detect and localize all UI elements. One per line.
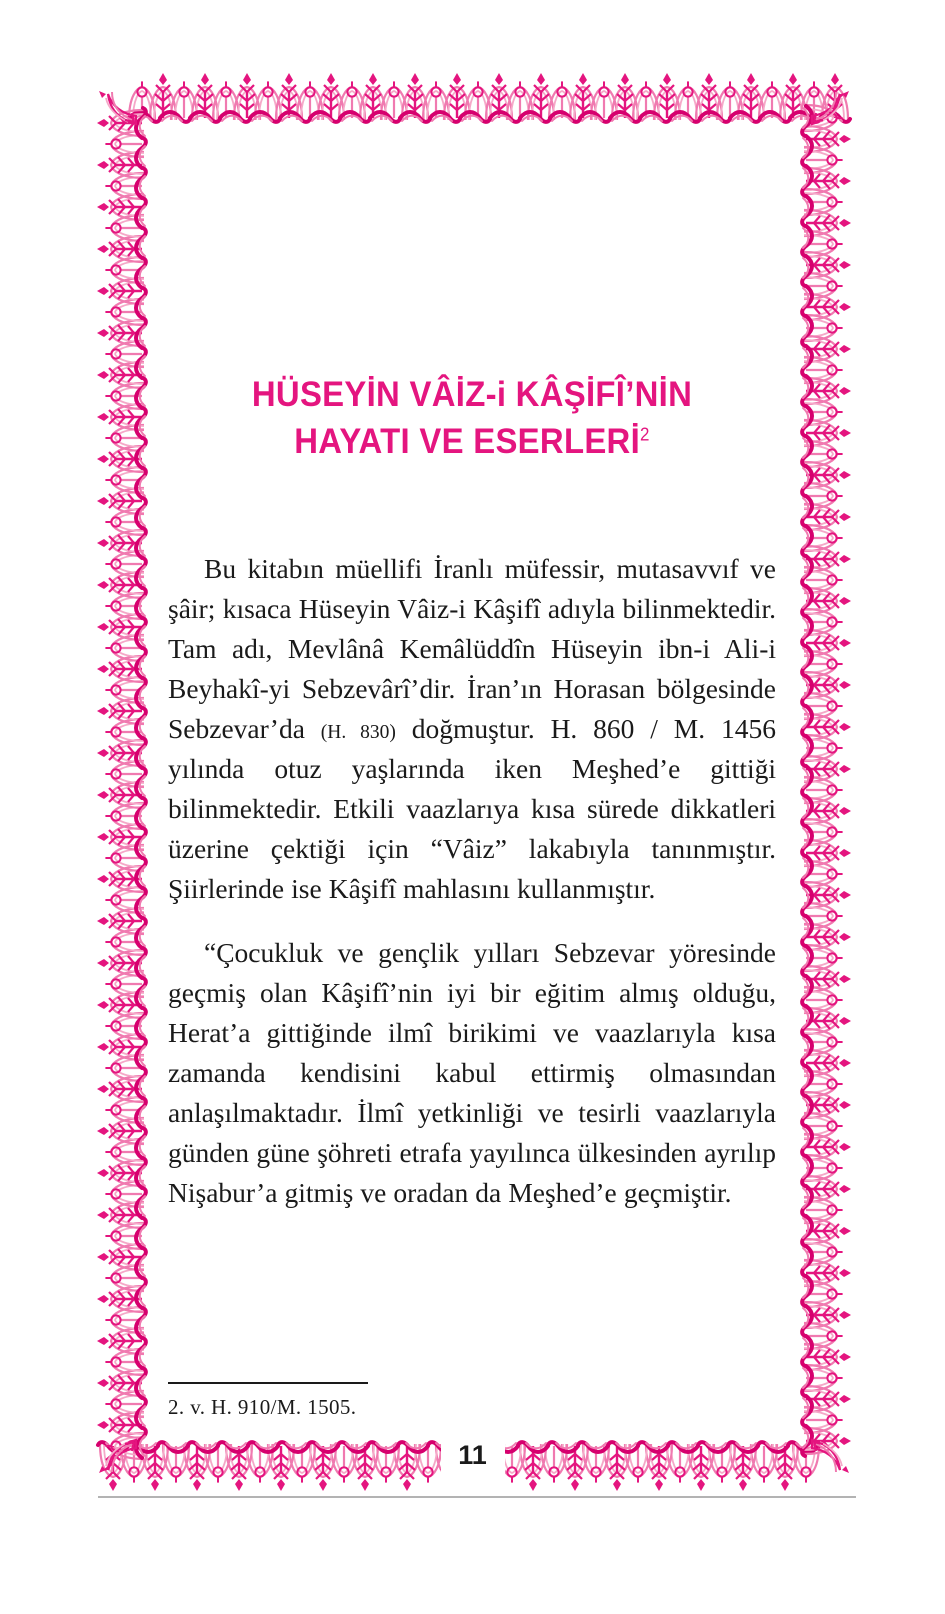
paragraph-1-small-date: (H. 830): [320, 722, 396, 744]
footnote-text: 2. v. H. 910/M. 1505.: [168, 1395, 357, 1419]
paragraph-1-part-1: Bu kitabın müellifi İranlı müfessir, mutasavvıf ve şâir; kısaca Hüseyin Vâiz-i Kâşifî adıyla bilinmektedir. Tam adı, Mevlânâ Kemâlüddîn Hüseyin ibn-i Ali-i Beyhakî-yi Sebzevârî’dir. İran’ın Horasan bölgesinde Sebzevar’da: [168, 553, 776, 745]
page-title: [186, 372, 758, 465]
page-title-line-1: HÜSEYİN VÂİZ-i KÂŞİFÎ’NİN: [251, 375, 693, 414]
title-footnote-marker: 2: [640, 423, 650, 444]
footnote-separator-rule: [168, 1382, 368, 1384]
footnote-block: [168, 1382, 776, 1421]
paragraph-1: [168, 549, 776, 909]
paragraph-1-part-2: doğmuştur. H. 860 / M. 1456 yılında otuz yaşlarında iken Meşhed’e gittiği bilinmektedir. Etkili vaazlarıya kısa sürede dikkatleri üzerine çektiği için “Vâiz” lakabıyla tanınmıştır. Şiirlerinde ise Kâşifî mahlasını kullanmıştır.: [168, 713, 776, 905]
page-title-line-2: [186, 419, 758, 466]
content-column: [168, 372, 776, 1213]
page-bottom-rule: [98, 1496, 856, 1498]
paragraph-2: “Çocukluk ve gençlik yılları Sebzevar yöresinde geçmiş olan Kâşifî’nin iyi bir eğitim almış olduğu, Herat’a gittiğinde ilmî birikimi ve vaazlarıyla kısa zamanda kendisini kabul ettirmiş olmasından anlaşılmaktadır. İlmî yetkinliği ve tesirli vaazlarıyla günden güne şöhreti etrafa yayılınca ülkesinden ayrılıp Nişabur’a gitmiş ve oradan da Meşhed’e geçmiştir.: [168, 937, 776, 1209]
page-number: 11: [458, 1440, 487, 1470]
body-text: [168, 549, 776, 1213]
page-title-line-2-text: HAYATI VE ESERLERİ: [294, 421, 641, 461]
